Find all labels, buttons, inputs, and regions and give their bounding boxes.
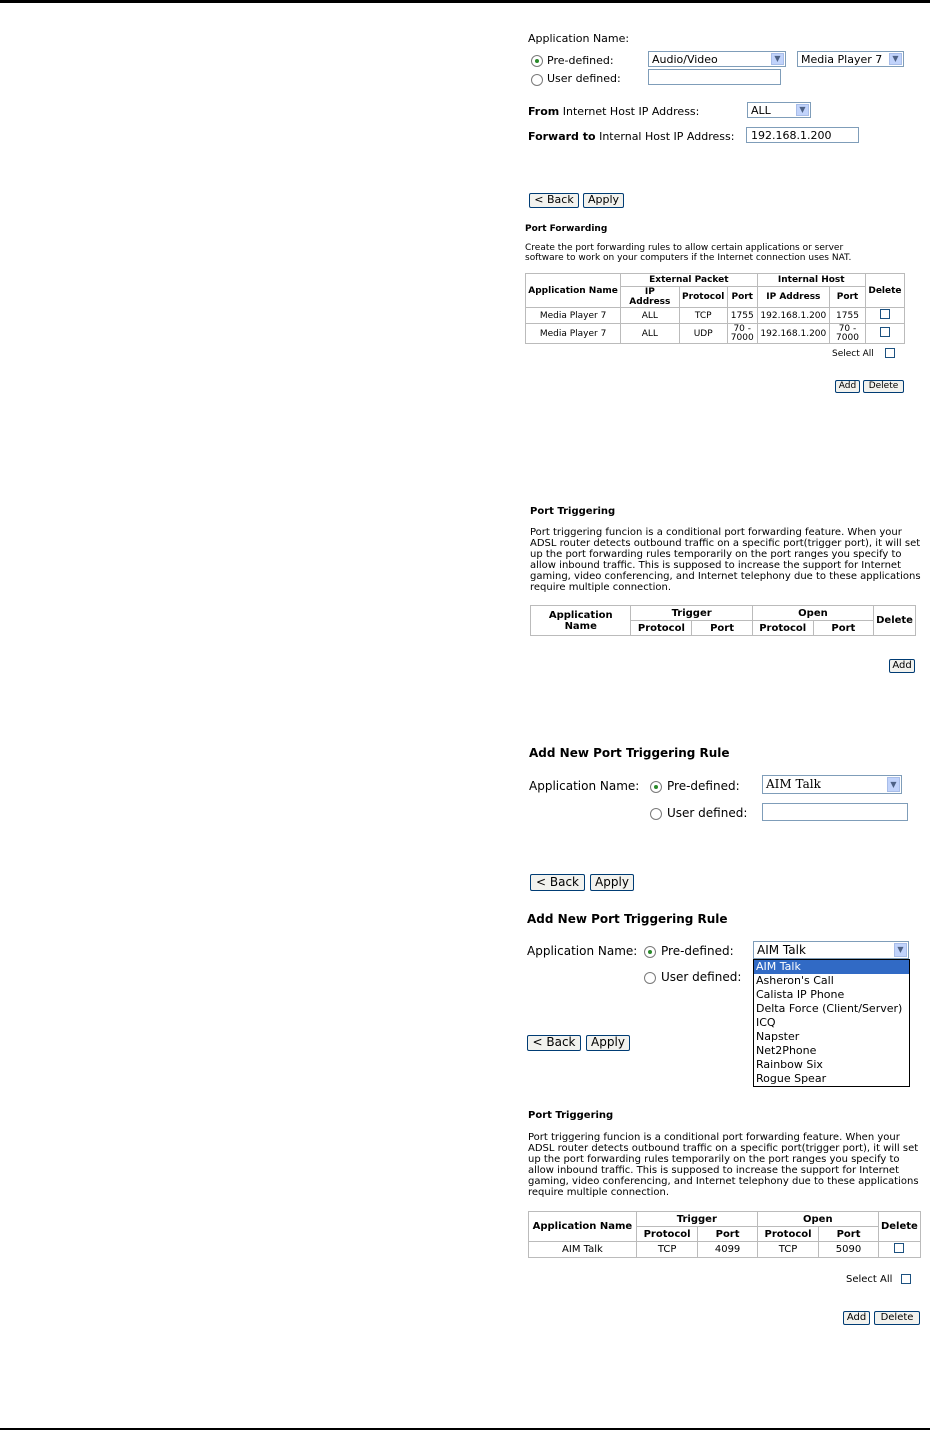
cell-int-port <box>830 324 866 344</box>
predefined-label: Pre-defined: <box>661 944 734 958</box>
col-ext-ip: IP Address <box>621 287 679 308</box>
port-triggering-desc-4: allow inbound traffic. This is supposed to increase the support for Internet <box>528 1165 900 1176</box>
forward-ip-label <box>528 130 734 143</box>
chevron-down-icon: ▼ <box>887 777 900 792</box>
cell-trigger-protocol: TCP <box>636 1242 697 1258</box>
col-delete: Delete <box>874 606 916 636</box>
port-triggering-desc-5: gaming, video conferencing, and Internet telephony due to these applications <box>530 571 921 582</box>
from-ip-label-rest: Internet Host IP Address: <box>559 105 700 118</box>
add-button[interactable]: Add <box>889 659 915 673</box>
user-defined-radio[interactable] <box>650 807 662 820</box>
cell-protocol: UDP <box>679 324 727 344</box>
col-application-name: Application Name <box>526 274 621 308</box>
category-select-value: Audio/Video <box>652 53 718 66</box>
predefined-radio[interactable] <box>650 780 662 793</box>
predefined-radio[interactable] <box>531 54 543 67</box>
cell-ext-ip: ALL <box>621 324 679 344</box>
back-button[interactable]: < Back <box>530 874 585 891</box>
col-ext-port: Port <box>727 287 757 308</box>
cell-app: AIM Talk <box>529 1242 637 1258</box>
cell-port-end: 7000 <box>730 332 754 343</box>
cell-open-protocol: TCP <box>757 1242 818 1258</box>
port-forwarding-table <box>525 273 905 344</box>
delete-button[interactable]: Delete <box>863 380 904 393</box>
row-delete-checkbox[interactable] <box>878 1242 920 1258</box>
user-defined-input[interactable] <box>762 803 908 821</box>
col-trigger: Trigger <box>636 1212 757 1227</box>
predefined-label: Pre-defined: <box>547 54 614 67</box>
chevron-down-icon: ▼ <box>894 943 907 957</box>
bottom-rule <box>0 1428 930 1430</box>
port-triggering-table <box>528 1211 921 1258</box>
user-defined-label: User defined: <box>667 806 748 820</box>
port-triggering-desc-2: ADSL router detects outbound traffic on a specific port(trigger port), it will set <box>528 1143 919 1154</box>
cell-int-ip: 192.168.1.200 <box>757 308 830 324</box>
chevron-down-icon: ▼ <box>889 53 902 65</box>
from-ip-label-bold: From <box>528 105 560 118</box>
port-triggering-table <box>530 605 916 636</box>
apply-button[interactable]: Apply <box>590 874 634 891</box>
forward-ip-label-rest: Internal Host IP Address: <box>595 130 735 143</box>
port-triggering-desc-1: Port triggering funcion is a conditional port forwarding feature. When your <box>530 527 902 538</box>
col-application-name: Application Name <box>531 606 631 636</box>
category-select[interactable] <box>648 51 786 67</box>
table-row <box>529 1242 921 1258</box>
application-select[interactable] <box>753 941 909 959</box>
dropdown-option[interactable]: Napster <box>756 1030 800 1043</box>
port-triggering-desc-6: require multiple connection. <box>528 1187 670 1198</box>
table-row <box>526 308 905 324</box>
col-application-name: Application Name <box>529 1212 637 1242</box>
user-defined-radio[interactable] <box>644 971 656 984</box>
back-button[interactable]: < Back <box>529 193 579 208</box>
cell-app: Media Player 7 <box>526 324 621 344</box>
top-rule <box>0 0 930 3</box>
col-trigger-port: Port <box>698 1227 757 1242</box>
back-button[interactable]: < Back <box>527 1035 581 1051</box>
port-triggering-desc-4: allow inbound traffic. This is supposed to increase the support for Internet <box>530 560 902 571</box>
col-open-protocol: Protocol <box>752 621 813 636</box>
dropdown-option[interactable]: Rainbow Six <box>756 1058 823 1071</box>
apply-button[interactable]: Apply <box>586 1035 630 1051</box>
forward-ip-label-bold: Forward to <box>528 130 596 143</box>
dropdown-option[interactable]: AIM Talk <box>754 960 909 974</box>
col-trigger-protocol: Protocol <box>631 621 692 636</box>
add-button[interactable]: Add <box>843 1311 870 1325</box>
port-triggering-title: Port Triggering <box>530 506 616 517</box>
add-button[interactable]: Add <box>835 380 860 393</box>
port-triggering-desc-3: up the port forwarding rules temporarily on the port ranges you specify to <box>530 549 902 560</box>
predefined-label: Pre-defined: <box>667 779 740 793</box>
select-all-label: Select All <box>832 349 874 359</box>
apply-button[interactable]: Apply <box>583 193 624 208</box>
port-triggering-title: Port Triggering <box>528 1110 614 1121</box>
cell-port <box>727 324 757 344</box>
from-ip-label <box>528 105 699 118</box>
cell-open-port: 5090 <box>819 1242 878 1258</box>
cell-trigger-port: 4099 <box>698 1242 757 1258</box>
user-defined-label: User defined: <box>547 72 621 85</box>
col-int-ip: IP Address <box>757 287 830 308</box>
port-forwarding-title: Port Forwarding <box>525 224 608 234</box>
user-defined-radio[interactable] <box>531 73 543 86</box>
cell-int-port-start: 70 - <box>838 323 857 334</box>
cell-ext-ip: ALL <box>621 308 679 324</box>
application-name-label: Application Name: <box>528 32 630 45</box>
col-open-port: Port <box>813 621 873 636</box>
cell-int-port-end: 7000 <box>836 332 859 343</box>
select-all-checkbox[interactable] <box>901 1274 911 1287</box>
cell-protocol: TCP <box>679 308 727 324</box>
from-ip-select-value: ALL <box>751 104 771 117</box>
col-internal-host: Internal Host <box>757 274 865 287</box>
forward-ip-input[interactable]: 192.168.1.200 <box>746 127 859 143</box>
col-open: Open <box>757 1212 878 1227</box>
cell-port-start: 70 - <box>733 323 752 334</box>
port-triggering-desc-5: gaming, video conferencing, and Internet telephony due to these applications <box>528 1176 919 1187</box>
user-defined-label: User defined: <box>661 970 742 984</box>
port-triggering-desc-6: require multiple connection. <box>530 582 672 593</box>
application-select[interactable] <box>797 51 904 67</box>
dropdown-option[interactable]: Delta Force (Client/Server) <box>756 1002 903 1015</box>
port-triggering-desc-1: Port triggering funcion is a conditional port forwarding feature. When your <box>528 1132 900 1143</box>
col-trigger: Trigger <box>631 606 752 621</box>
chevron-down-icon: ▼ <box>796 104 809 116</box>
port-triggering-desc-2: ADSL router detects outbound traffic on a specific port(trigger port), it will set <box>530 538 921 549</box>
col-open-port: Port <box>819 1227 878 1242</box>
chevron-down-icon: ▼ <box>771 53 784 65</box>
predefined-radio[interactable] <box>644 945 656 958</box>
port-forwarding-desc-1: Create the port forwarding rules to allow certain applications or server <box>525 243 844 253</box>
add-rule-title: Add New Port Triggering Rule <box>529 746 730 760</box>
from-ip-select[interactable] <box>747 102 811 118</box>
dropdown-option[interactable]: Calista IP Phone <box>756 988 845 1001</box>
cell-int-port: 1755 <box>830 308 866 324</box>
col-open: Open <box>752 606 873 621</box>
col-external-packet: External Packet <box>621 274 757 287</box>
dropdown-option[interactable]: Asheron's Call <box>756 974 834 987</box>
col-open-protocol: Protocol <box>757 1227 818 1242</box>
application-select-value: AIM Talk <box>757 943 806 957</box>
application-select-value: AIM Talk <box>766 777 821 791</box>
dropdown-option[interactable]: ICQ <box>756 1016 776 1029</box>
application-dropdown-list <box>753 959 910 1087</box>
col-trigger-port: Port <box>692 621 752 636</box>
col-ext-protocol: Protocol <box>679 287 727 308</box>
cell-port: 1755 <box>727 308 757 324</box>
col-delete: Delete <box>878 1212 920 1242</box>
select-all-checkbox[interactable] <box>885 348 895 361</box>
table-row <box>526 324 905 344</box>
cell-int-ip: 192.168.1.200 <box>757 324 830 344</box>
cell-app: Media Player 7 <box>526 308 621 324</box>
port-triggering-desc-3: up the port forwarding rules temporarily on the port ranges you specify to <box>528 1154 900 1165</box>
col-trigger-protocol: Protocol <box>636 1227 697 1242</box>
port-forwarding-desc-2: software to work on your computers if the Internet connection uses NAT. <box>525 253 852 263</box>
application-name-label: Application Name: <box>529 779 640 793</box>
col-delete: Delete <box>865 274 904 308</box>
user-defined-input[interactable] <box>648 69 781 85</box>
row-delete-checkbox[interactable] <box>865 308 904 324</box>
select-all-label: Select All <box>846 1274 893 1285</box>
application-name-label: Application Name: <box>527 944 638 958</box>
application-select[interactable] <box>762 775 902 794</box>
col-int-port: Port <box>830 287 866 308</box>
dropdown-option[interactable]: Net2Phone <box>756 1044 817 1057</box>
row-delete-checkbox[interactable] <box>865 324 904 344</box>
dropdown-option[interactable]: Rogue Spear <box>756 1072 827 1085</box>
delete-button[interactable]: Delete <box>874 1311 920 1325</box>
application-select-value: Media Player 7 <box>801 53 883 66</box>
add-rule-title: Add New Port Triggering Rule <box>527 912 728 926</box>
